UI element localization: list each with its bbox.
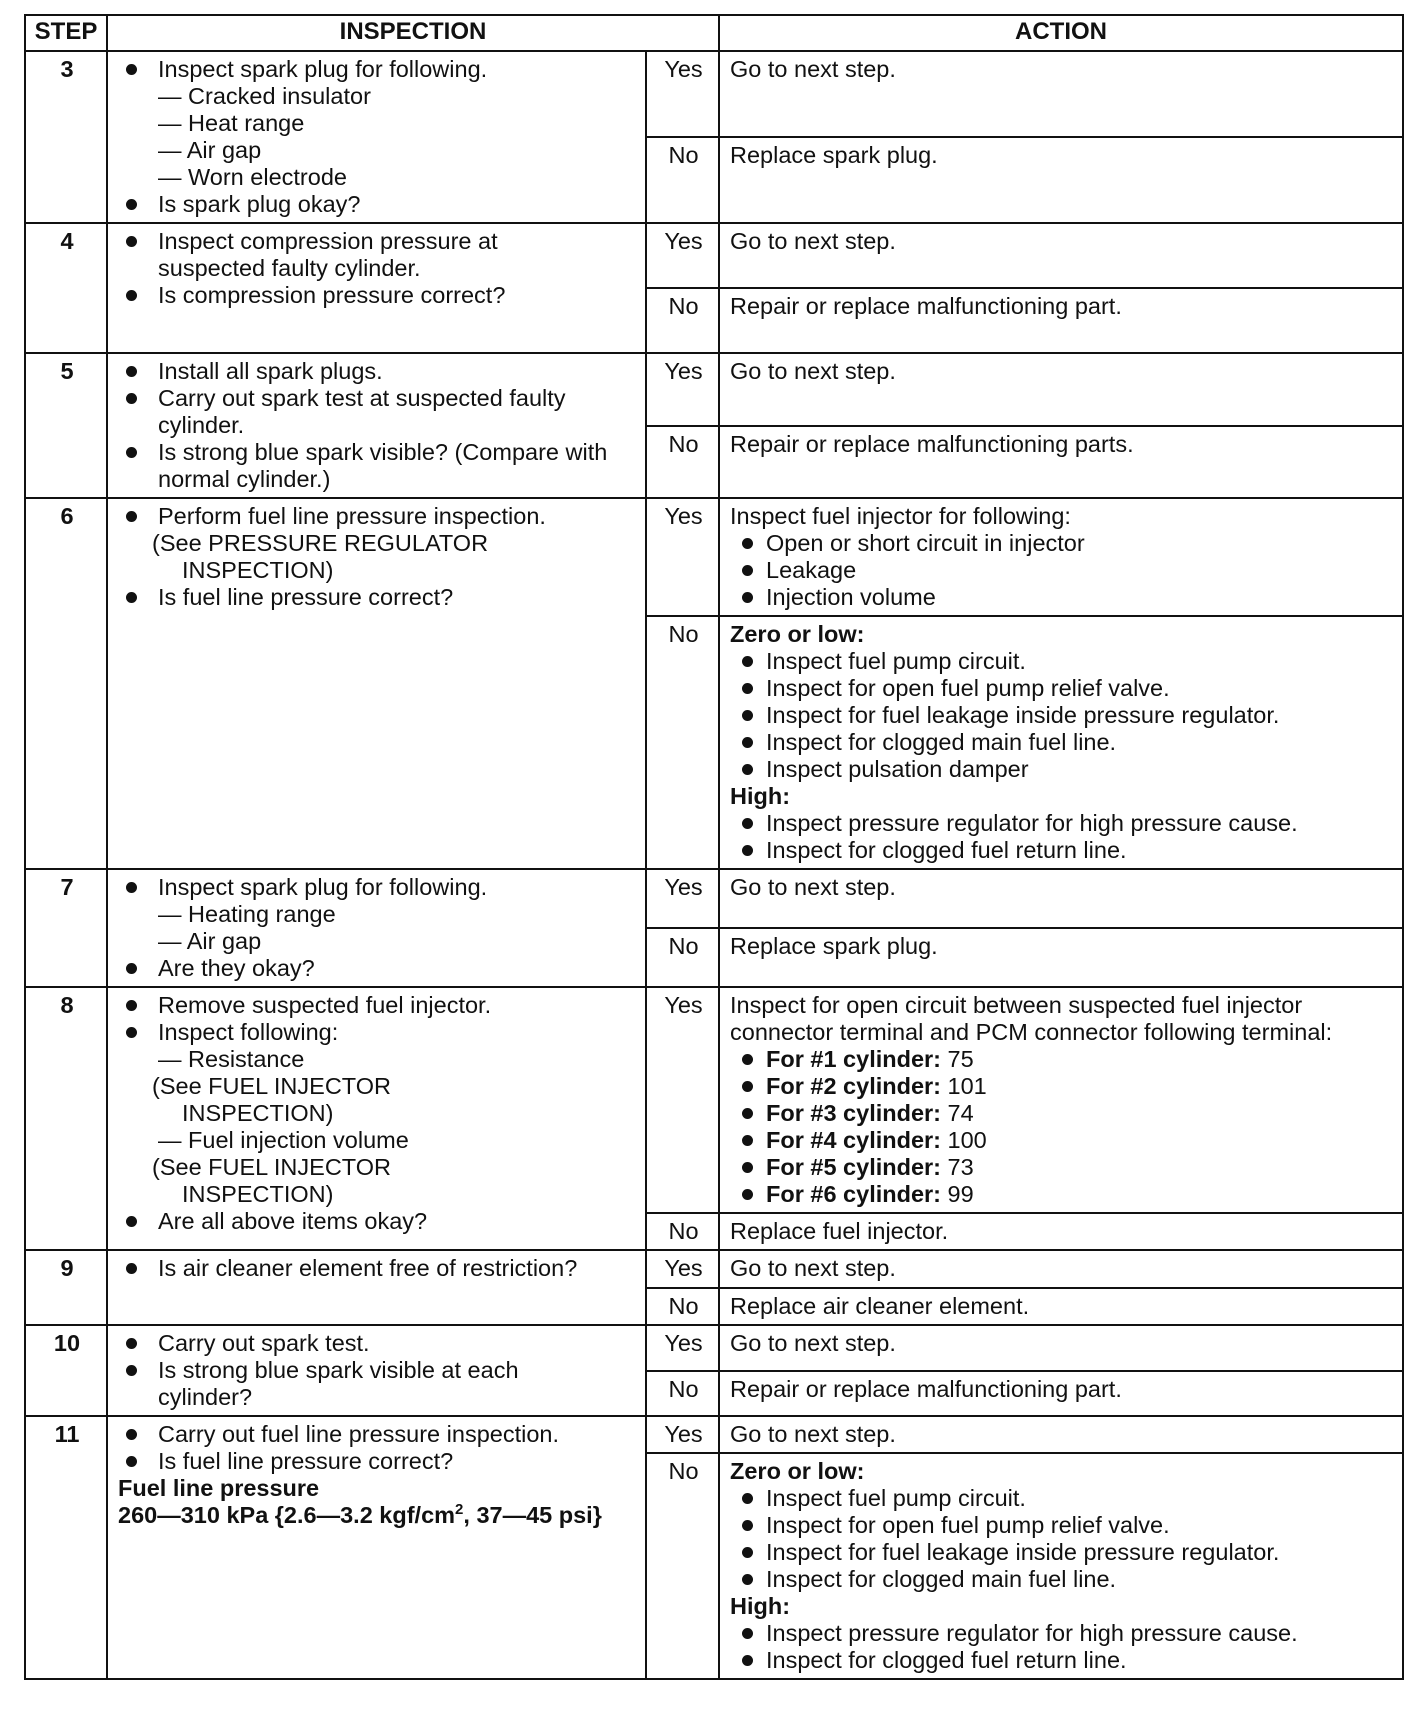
terminal-number: 75 xyxy=(947,1046,974,1072)
step-number: 9 xyxy=(25,1250,107,1325)
step-row-3 xyxy=(25,51,1403,137)
spec-value-superscript: 2 xyxy=(455,1501,464,1519)
inspection-cell xyxy=(107,51,646,223)
inspection-item: Is fuel line pressure correct? xyxy=(118,584,637,611)
inspection-reference: INSPECTION) xyxy=(182,1100,334,1126)
inspection-continuation: normal cylinder.) xyxy=(158,466,331,492)
terminal-number: 74 xyxy=(947,1100,974,1126)
inspection-item: Carry out spark test at suspected faulty xyxy=(118,385,637,412)
spec-value-tail: , 37—45 psi} xyxy=(463,1502,602,1528)
inspection-reference: (See FUEL INJECTOR xyxy=(152,1154,391,1180)
yes-action xyxy=(719,869,1403,928)
action-text: Replace spark plug. xyxy=(730,142,938,168)
spec-value xyxy=(118,1502,637,1529)
inspection-reference: (See PRESSURE REGULATOR xyxy=(152,530,489,556)
spec-value-main: 260—310 kPa {2.6—3.2 kgf/cm xyxy=(118,1502,456,1528)
cylinder-label: For #1 cylinder: xyxy=(766,1046,941,1072)
inspection-cell xyxy=(107,223,646,353)
step-number: 4 xyxy=(25,223,107,353)
step-number: 11 xyxy=(25,1416,107,1679)
spec-title: Fuel line pressure xyxy=(118,1475,320,1501)
inspection-item: Carry out fuel line pressure inspection. xyxy=(118,1421,637,1448)
action-item: Inspect pulsation damper xyxy=(730,756,1394,783)
inspection-item: Perform fuel line pressure inspection. xyxy=(118,503,637,530)
step-number: 10 xyxy=(25,1325,107,1416)
action-text: Replace spark plug. xyxy=(730,933,938,959)
cylinder-terminal-item xyxy=(730,1181,1394,1208)
yes-action xyxy=(719,1250,1403,1288)
no-label: No xyxy=(646,928,719,987)
step-number: 5 xyxy=(25,353,107,498)
action-heading: Zero or low: xyxy=(730,1458,865,1484)
inspection-continuation: cylinder? xyxy=(158,1384,253,1410)
action-heading: High: xyxy=(730,783,791,809)
inspection-item: Inspect following: xyxy=(118,1019,637,1046)
inspection-subitem: — Fuel injection volume xyxy=(158,1127,409,1153)
terminal-number: 100 xyxy=(947,1127,987,1153)
inspection-cell xyxy=(107,498,646,869)
inspection-cell xyxy=(107,353,646,498)
cylinder-label: For #5 cylinder: xyxy=(766,1154,941,1180)
yes-label: Yes xyxy=(646,51,719,137)
step-row-10 xyxy=(25,1325,1403,1371)
inspection-item: Inspect compression pressure at xyxy=(118,228,637,255)
inspection-item: Remove suspected fuel injector. xyxy=(118,992,637,1019)
action-text: Go to next step. xyxy=(730,1255,896,1281)
terminal-number: 101 xyxy=(947,1073,987,1099)
inspection-reference: INSPECTION) xyxy=(182,557,334,583)
no-label: No xyxy=(646,1453,719,1679)
terminal-number: 99 xyxy=(947,1181,974,1207)
no-action xyxy=(719,1453,1403,1679)
action-item: Open or short circuit in injector xyxy=(730,530,1394,557)
yes-action xyxy=(719,1416,1403,1453)
action-text: Go to next step. xyxy=(730,358,896,384)
inspection-cell xyxy=(107,987,646,1250)
no-action xyxy=(719,928,1403,987)
action-text: Replace air cleaner element. xyxy=(730,1293,1030,1319)
step-row-9 xyxy=(25,1250,1403,1288)
inspection-reference: INSPECTION) xyxy=(182,1181,334,1207)
yes-label: Yes xyxy=(646,223,719,288)
inspection-item: Is spark plug okay? xyxy=(118,191,637,218)
action-text: Go to next step. xyxy=(730,1421,896,1447)
cylinder-label: For #6 cylinder: xyxy=(766,1181,941,1207)
inspection-subitem: — Heat range xyxy=(158,110,305,136)
action-item: Inspect for open fuel pump relief valve. xyxy=(730,675,1394,702)
inspection-subitem: — Resistance xyxy=(158,1046,305,1072)
cylinder-terminal-item xyxy=(730,1073,1394,1100)
no-label: No xyxy=(646,426,719,499)
action-item: Inspect for clogged fuel return line. xyxy=(730,1647,1394,1674)
action-item: Inspect pressure regulator for high pressure cause. xyxy=(730,810,1394,837)
inspection-item: Is strong blue spark visible at each xyxy=(118,1357,637,1384)
inspection-cell xyxy=(107,1416,646,1679)
step-row-4 xyxy=(25,223,1403,288)
inspection-item: Install all spark plugs. xyxy=(118,358,637,385)
action-item: Inspect for open fuel pump relief valve. xyxy=(730,1512,1394,1539)
inspection-continuation: cylinder. xyxy=(158,412,245,438)
yes-label: Yes xyxy=(646,869,719,928)
inspection-item: Inspect spark plug for following. xyxy=(118,874,637,901)
cylinder-terminal-item xyxy=(730,1100,1394,1127)
inspection-item: Are they okay? xyxy=(118,955,637,982)
action-text: Repair or replace malfunctioning part. xyxy=(730,1375,1122,1402)
step-row-7 xyxy=(25,869,1403,928)
header-row xyxy=(25,15,1403,51)
action-item: Injection volume xyxy=(730,584,1394,611)
inspection-cell xyxy=(107,1325,646,1416)
no-action xyxy=(719,137,1403,223)
step-number: 7 xyxy=(25,869,107,987)
no-action xyxy=(719,1371,1403,1417)
yes-action xyxy=(719,987,1403,1213)
action-item: Inspect fuel pump circuit. xyxy=(730,1485,1394,1512)
action-item: Inspect for fuel leakage inside pressure regulator. xyxy=(730,1539,1394,1566)
inspection-subitem: — Air gap xyxy=(158,928,262,954)
inspection-continuation: suspected faulty cylinder. xyxy=(158,255,421,281)
cylinder-label: For #2 cylinder: xyxy=(766,1073,941,1099)
action-item: Inspect for clogged main fuel line. xyxy=(730,729,1394,756)
inspection-subitem: — Cracked insulator xyxy=(158,83,371,109)
step-row-5 xyxy=(25,353,1403,426)
yes-action xyxy=(719,51,1403,137)
action-text: Repair or replace malfunctioning part. xyxy=(730,293,1122,319)
action-text: Go to next step. xyxy=(730,56,896,82)
yes-action xyxy=(719,353,1403,426)
action-item: Inspect for fuel leakage inside pressure regulator. xyxy=(730,702,1394,729)
no-action xyxy=(719,1288,1403,1325)
action-item: Inspect fuel pump circuit. xyxy=(730,648,1394,675)
step-number: 3 xyxy=(25,51,107,223)
header-inspection: INSPECTION xyxy=(107,15,719,51)
no-label: No xyxy=(646,1288,719,1325)
inspection-subitem: — Worn electrode xyxy=(158,164,347,190)
no-action xyxy=(719,616,1403,869)
yes-action xyxy=(719,498,1403,616)
diagnostic-procedure-sheet xyxy=(24,14,1402,1680)
yes-label: Yes xyxy=(646,1325,719,1371)
cylinder-label: For #3 cylinder: xyxy=(766,1100,941,1126)
action-text: connector terminal and PCM connector following terminal: xyxy=(730,1019,1333,1045)
cylinder-terminal-item xyxy=(730,1127,1394,1154)
terminal-number: 73 xyxy=(947,1154,974,1180)
inspection-item: Is strong blue spark visible? (Compare with xyxy=(118,439,637,466)
header-step: STEP xyxy=(25,15,107,51)
inspection-subitem: — Heating range xyxy=(158,901,336,927)
no-action xyxy=(719,1213,1403,1250)
no-label: No xyxy=(646,1213,719,1250)
yes-label: Yes xyxy=(646,1250,719,1288)
action-item: Inspect for clogged fuel return line. xyxy=(730,837,1394,864)
step-row-8 xyxy=(25,987,1403,1213)
inspection-subitem: — Air gap xyxy=(158,137,262,163)
diagnostic-table xyxy=(24,14,1404,1680)
inspection-cell xyxy=(107,1250,646,1325)
inspection-item: Is fuel line pressure correct? xyxy=(118,1448,637,1475)
inspection-item: Is air cleaner element free of restriction? xyxy=(118,1255,637,1282)
action-heading: Zero or low: xyxy=(730,621,865,647)
inspection-item: Is compression pressure correct? xyxy=(118,282,637,309)
yes-label: Yes xyxy=(646,498,719,616)
no-label: No xyxy=(646,137,719,223)
action-item: Inspect pressure regulator for high pressure cause. xyxy=(730,1620,1394,1647)
cylinder-label: For #4 cylinder: xyxy=(766,1127,941,1153)
step-row-11 xyxy=(25,1416,1403,1453)
step-number: 8 xyxy=(25,987,107,1250)
no-action xyxy=(719,426,1403,499)
action-text: Go to next step. xyxy=(730,874,896,900)
no-action xyxy=(719,288,1403,353)
yes-label: Yes xyxy=(646,353,719,426)
action-text: Go to next step. xyxy=(730,1330,896,1356)
inspection-item: Are all above items okay? xyxy=(118,1208,637,1235)
action-text: Repair or replace malfunctioning parts. xyxy=(730,430,1134,457)
action-heading: High: xyxy=(730,1593,791,1619)
yes-label: Yes xyxy=(646,987,719,1213)
action-item: Leakage xyxy=(730,557,1394,584)
inspection-item: Inspect spark plug for following. xyxy=(118,56,637,83)
step-row-6 xyxy=(25,498,1403,616)
no-label: No xyxy=(646,288,719,353)
step-number: 6 xyxy=(25,498,107,869)
no-label: No xyxy=(646,1371,719,1417)
yes-action xyxy=(719,223,1403,288)
action-text: Replace fuel injector. xyxy=(730,1218,949,1244)
inspection-cell xyxy=(107,869,646,987)
yes-action xyxy=(719,1325,1403,1371)
action-item: Inspect for clogged main fuel line. xyxy=(730,1566,1394,1593)
no-label: No xyxy=(646,616,719,869)
inspection-reference: (See FUEL INJECTOR xyxy=(152,1073,391,1099)
action-text: Inspect for open circuit between suspected fuel injector xyxy=(730,992,1303,1018)
header-action: ACTION xyxy=(719,15,1403,51)
action-text: Go to next step. xyxy=(730,228,896,254)
inspection-item: Carry out spark test. xyxy=(118,1330,637,1357)
yes-label: Yes xyxy=(646,1416,719,1453)
action-text: Inspect fuel injector for following: xyxy=(730,503,1071,529)
cylinder-terminal-item xyxy=(730,1154,1394,1181)
cylinder-terminal-item xyxy=(730,1046,1394,1073)
